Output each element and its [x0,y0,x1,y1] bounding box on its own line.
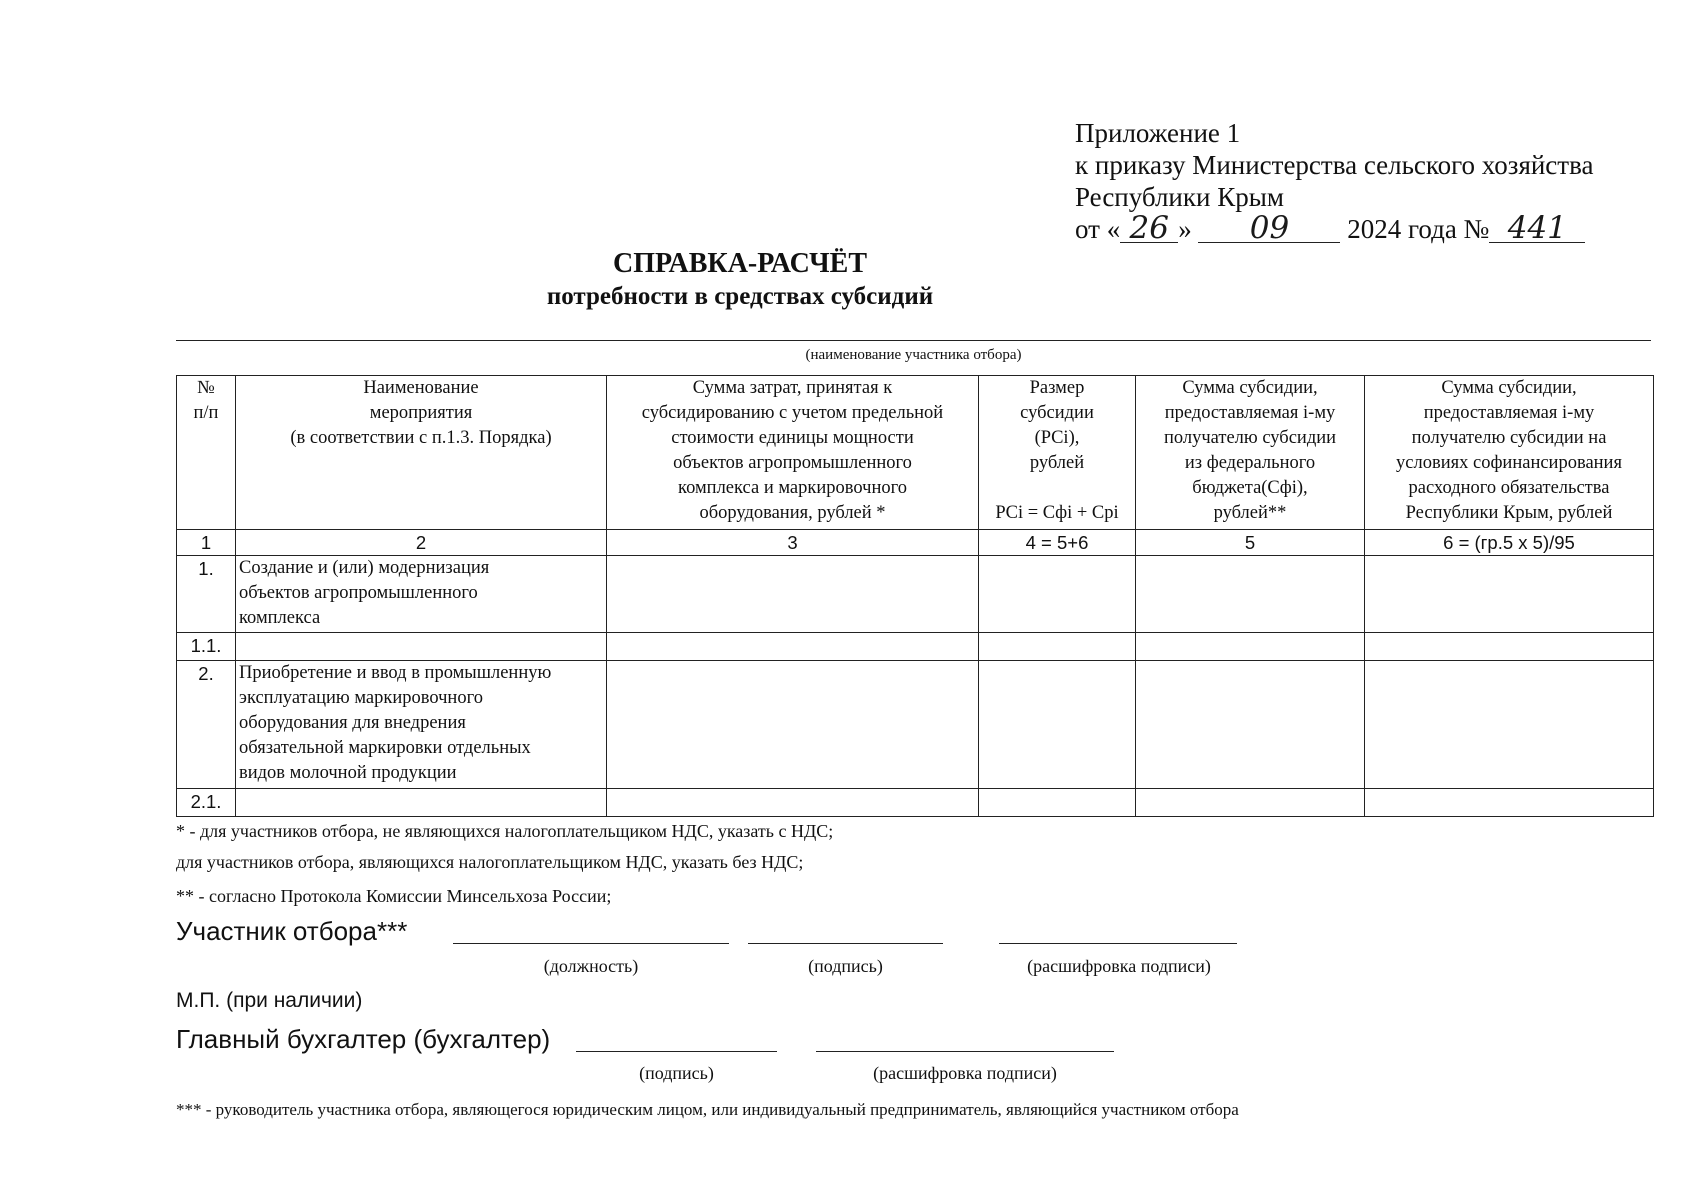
table-header-row [177,376,1654,530]
note-protocol: ** - согласно Протокола Комиссии Минсельхоза России; [176,886,612,906]
participant-name-line [176,340,1651,341]
order-number-handwritten: 441 [1489,214,1585,243]
row-federal-cell [1136,661,1365,789]
table-row [177,789,1654,817]
row-regional-cell [1365,633,1654,661]
row-cost-cell [607,633,979,661]
row-regional-cell [1365,789,1654,817]
table-column-numbers-row [177,530,1654,556]
decoding-caption: (расшифровка подписи) [1027,956,1211,976]
note-vat-2: для участников отбора, являющихся налогоплательщиком НДС, указать без НДС; [176,852,804,872]
document-subtitle: потребности в средствах субсидий [546,283,934,310]
appendix-republic: Республики Крым [1075,182,1284,212]
header-activity-name: Наименование мероприятия (в соответствии с п.1.3. Порядка) [236,376,607,530]
row-federal-cell [1136,789,1365,817]
note-vat-1: * - для участников отбора, не являющихся налогоплательщиком НДС, указать с НДС; [176,821,834,841]
date-year: 2024 года № [1347,214,1490,244]
date-day-handwritten: 26 [1120,214,1178,243]
calculation-table [176,375,1654,817]
row-activity-name [236,789,607,817]
row-subsidy-cell [979,661,1136,789]
row-federal-cell [1136,633,1365,661]
row-number: 1. [177,556,236,633]
row-federal-cell [1136,556,1365,633]
column-number: 3 [607,530,979,556]
row-regional-cell [1365,661,1654,789]
row-number: 2. [177,661,236,789]
accountant-signature-caption: (подпись) [639,1063,714,1083]
row-cost-cell [607,661,979,789]
participant-label: Участник отбора*** [176,916,408,946]
appendix-order-ref: к приказу Министерства сельского хозяйства [1075,150,1594,180]
appendix-date-line [1075,210,1593,246]
row-number: 1.1. [177,633,236,661]
stamp-label: М.П. (при наличии) [176,989,363,1012]
date-month-handwritten: 09 [1198,214,1340,243]
date-prefix: от « [1075,214,1121,244]
row-regional-cell [1365,556,1654,633]
column-number: 6 = (гр.5 х 5)/95 [1365,530,1654,556]
header-regional-subsidy: Сумма субсидии, предоставляемая i-му получателю субсидии на условиях софинансирования расходного обязательства Республики Крым, рублей [1365,376,1654,530]
header-federal-subsidy: Сумма субсидии, предоставляемая i-му получателю субсидии из федерального бюджета(Сфi), рублей** [1136,376,1365,530]
row-activity-name [236,633,607,661]
column-number: 1 [177,530,236,556]
header-subsidy-size: Размер субсидии (PCi), рублей PCi = Сфi + Cpi [979,376,1136,530]
row-subsidy-cell [979,633,1136,661]
table-row [177,661,1654,789]
table-row [177,633,1654,661]
decoding-line [999,943,1237,944]
position-line [453,943,729,944]
column-number: 2 [236,530,607,556]
table-row [177,556,1654,633]
accountant-signature-line [576,1051,777,1052]
row-number: 2.1. [177,789,236,817]
row-cost-cell [607,556,979,633]
signature-caption: (подпись) [808,956,883,976]
appendix-title: Приложение 1 [1075,118,1241,148]
row-activity-name: Приобретение и ввод в промышленную эксплуатацию маркировочного оборудования для внедрения обязательной маркировки отдельных видов молочной продукции [236,661,607,789]
row-subsidy-cell [979,556,1136,633]
signature-line [748,943,943,944]
document-title: СПРАВКА-РАСЧЁТ [612,248,868,279]
row-subsidy-cell [979,789,1136,817]
accountant-decoding-caption: (расшифровка подписи) [873,1063,1057,1083]
row-cost-cell [607,789,979,817]
footnote-head: *** - руководитель участника отбора, являющегося юридическим лицом, или индивидуальный предприниматель, являющийся участником отбора [176,1100,1239,1119]
accountant-label: Главный бухгалтер (бухгалтер) [176,1024,551,1054]
header-cost-amount: Сумма затрат, принятая к субсидированию с учетом предельной стоимости единицы мощности объектов агропромышленного комплекса и маркировочного оборудования, рублей * [607,376,979,530]
header-number: № п/п [177,376,236,530]
accountant-decoding-line [816,1051,1114,1052]
appendix-block [1075,117,1593,245]
position-caption: (должность) [543,956,639,976]
row-activity-name: Создание и (или) модернизация объектов агропромышленного комплекса [236,556,607,633]
date-mid: » [1178,214,1192,244]
participant-name-caption: (наименование участника отбора) [805,347,1022,363]
column-number: 5 [1136,530,1365,556]
column-number: 4 = 5+6 [979,530,1136,556]
